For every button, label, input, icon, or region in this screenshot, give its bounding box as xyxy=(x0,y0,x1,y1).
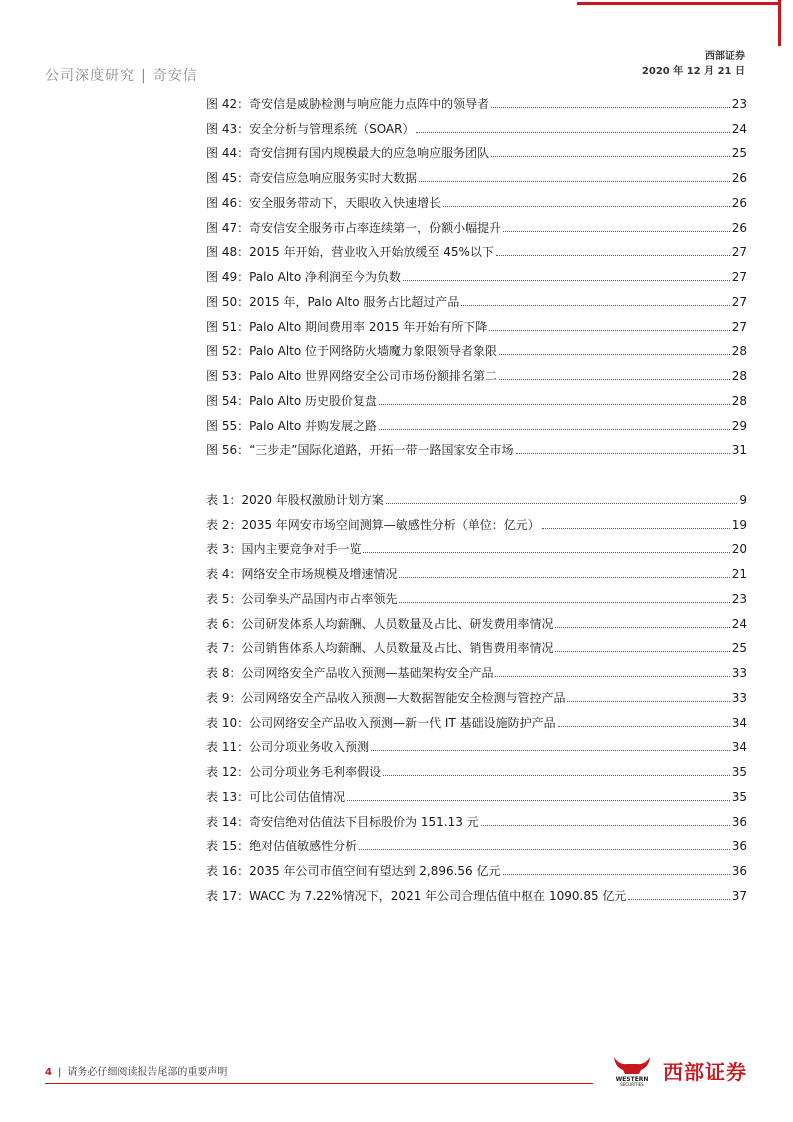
toc-entry-title: 图 43：安全分析与管理系统（SOAR） xyxy=(206,121,415,136)
report-date: 2020 年 12 月 21 日 xyxy=(641,66,745,77)
toc-entry-page: 28 xyxy=(731,344,747,359)
table-toc-entry[interactable] xyxy=(206,659,747,684)
table-toc-entry[interactable] xyxy=(206,560,747,585)
toc-entry-page: 28 xyxy=(731,369,747,383)
corner-accent-horizontal xyxy=(577,2,781,5)
toc-entry-title: 图 44：奇安信拥有国内规模最大的应急响应服务团队 xyxy=(206,146,490,161)
toc-entry-title: 表 2：2035 年网安市场空间测算—敏感性分析（单位：亿元） xyxy=(206,517,540,532)
figure-toc-entry[interactable] xyxy=(206,437,747,462)
toc-entry-page: 26 xyxy=(731,171,747,185)
toc-entry-title: 图 42：奇安信是威胁检测与响应能力点阵中的领导者 xyxy=(206,96,490,111)
toc-entry-page: 34 xyxy=(731,740,747,755)
toc-entry-page: 35 xyxy=(731,765,747,779)
table-list xyxy=(206,486,747,907)
toc-entry-page: 25 xyxy=(731,146,747,161)
logo-text-cn: 西部证券 xyxy=(663,1060,747,1084)
table-toc-entry[interactable] xyxy=(206,635,747,660)
toc-entry-page: 23 xyxy=(731,96,747,111)
toc-entry-page: 28 xyxy=(731,393,747,408)
toc-entry-title: 图 51：Palo Alto 期间费用率 2015 年开始有所下降 xyxy=(206,319,488,334)
dot-leader xyxy=(359,849,730,850)
toc-entry-title: 图 48：2015 年开始，营业收入开始放缓至 45%以下 xyxy=(206,245,494,260)
toc-entry-page: 36 xyxy=(731,814,747,829)
toc-entry-title: 表 3：国内主要竞争对手一览 xyxy=(206,542,362,557)
dot-leader xyxy=(371,750,730,751)
toc-entry-page: 33 xyxy=(731,666,747,680)
dot-leader xyxy=(499,379,730,380)
dot-leader xyxy=(416,132,729,133)
dot-leader xyxy=(503,874,730,875)
table-toc-entry[interactable] xyxy=(206,511,747,536)
toc-entry-title: 表 6：公司研发体系人均薪酬、人员数量及占比、研发费用率情况 xyxy=(206,616,554,631)
figure-toc-entry[interactable] xyxy=(206,412,747,437)
toc-entry-page: 19 xyxy=(731,517,747,532)
dot-leader xyxy=(399,577,729,578)
toc-entry-page: 26 xyxy=(731,220,747,235)
toc-entry-page: 25 xyxy=(731,641,747,656)
toc-entry-title: 表 8：公司网络安全产品收入预测—基础架构安全产品 xyxy=(206,666,494,680)
table-toc-entry[interactable] xyxy=(206,783,747,808)
toc-entry-title: 图 46：安全服务带动下，天眼收入快速增长 xyxy=(206,195,442,210)
toc-entry-page: 27 xyxy=(731,270,747,284)
dot-leader xyxy=(516,453,730,454)
figure-toc-entry[interactable] xyxy=(206,90,747,115)
toc-entry-page: 23 xyxy=(731,591,747,606)
toc-entry-page: 9 xyxy=(739,492,747,507)
corner-accent-vertical xyxy=(778,0,781,46)
figure-list xyxy=(206,90,747,461)
bull-logo-icon xyxy=(605,1053,659,1087)
toc-entry-title: 表 12：公司分项业务毛利率假设 xyxy=(206,765,382,779)
dot-leader xyxy=(379,429,730,430)
toc-entry-page: 33 xyxy=(731,690,747,705)
table-toc-entry[interactable] xyxy=(206,833,747,858)
table-toc-entry[interactable] xyxy=(206,734,747,759)
toc-entry-title: 图 50：2015 年，Palo Alto 服务占比超过产品 xyxy=(206,294,460,309)
toc-entry-page: 21 xyxy=(731,567,747,581)
toc-entry-title: 表 7：公司销售体系人均薪酬、人员数量及占比、销售费用率情况 xyxy=(206,641,554,656)
toc-entry-page: 34 xyxy=(731,715,747,730)
toc-entry-page: 35 xyxy=(731,789,747,804)
figure-toc-entry[interactable] xyxy=(206,164,747,189)
toc-entry-title: 图 45：奇安信应急响应服务实时大数据 xyxy=(206,171,418,185)
dot-leader xyxy=(461,305,729,306)
toc-entry-page: 27 xyxy=(731,294,747,309)
figure-toc-entry[interactable] xyxy=(206,338,747,363)
figure-toc-entry[interactable] xyxy=(206,239,747,264)
dot-leader xyxy=(567,701,729,702)
dot-leader xyxy=(499,354,730,355)
dot-leader xyxy=(628,899,729,900)
dot-leader xyxy=(363,552,729,553)
toc-entry-page: 31 xyxy=(731,443,747,458)
toc-entry-title: 表 11：公司分项业务收入预测 xyxy=(206,740,370,755)
dot-leader xyxy=(386,503,738,504)
toc-entry-title: 表 4：网络安全市场规模及增速情况 xyxy=(206,567,398,581)
table-toc-entry[interactable] xyxy=(206,585,747,610)
page-footer xyxy=(45,1063,227,1078)
toc-entry-title: 表 17：WACC 为 7.22%情况下，2021 年公司合理估值中枢在 1090.85 亿元 xyxy=(206,888,627,903)
dot-leader xyxy=(503,231,730,232)
toc-entry-page: 24 xyxy=(731,121,747,136)
table-toc-entry[interactable] xyxy=(206,808,747,833)
toc-entry-title: 图 52：Palo Alto 位于网络防火墙魔力象限领导者象限 xyxy=(206,344,498,359)
figure-toc-entry[interactable] xyxy=(206,387,747,412)
dot-leader xyxy=(481,825,730,826)
toc-entry-page: 20 xyxy=(731,542,747,557)
dot-leader xyxy=(383,775,730,776)
figure-toc-entry[interactable] xyxy=(206,288,747,313)
toc-entry-title: 图 56：“三步走”国际化道路，开拓一带一路国家安全市场 xyxy=(206,443,514,458)
toc-entry-page: 36 xyxy=(731,839,747,854)
footer-rule xyxy=(45,1083,593,1084)
toc-entry-page: 29 xyxy=(731,418,747,433)
table-toc-entry[interactable] xyxy=(206,758,747,783)
logo-text-en-1: WESTERN xyxy=(615,1076,649,1083)
logo-text-en-2: SECURITIES xyxy=(620,1082,644,1087)
dot-leader xyxy=(555,651,729,652)
toc-entry-title: 图 49：Palo Alto 净利润至今为负数 xyxy=(206,270,402,284)
toc-entry-title: 表 16：2035 年公司市值空间有望达到 2,896.56 亿元 xyxy=(206,864,501,878)
dot-leader xyxy=(496,255,730,256)
western-securities-logo xyxy=(605,1053,755,1087)
dot-leader xyxy=(495,676,729,677)
table-toc-entry[interactable] xyxy=(206,486,747,511)
table-toc-entry[interactable] xyxy=(206,536,747,561)
figure-toc-entry[interactable] xyxy=(206,313,747,338)
dot-leader xyxy=(419,181,730,182)
dot-leader xyxy=(542,528,730,529)
dot-leader xyxy=(558,726,730,727)
publisher-block xyxy=(642,50,745,79)
toc-entry-title: 表 1：2020 年股权激励计划方案 xyxy=(206,492,384,507)
toc-entry-page: 37 xyxy=(731,888,747,903)
figure-toc-entry[interactable] xyxy=(206,214,747,239)
toc-entry-title: 图 47：奇安信安全服务市占率连续第一，份额小幅提升 xyxy=(206,220,502,235)
dot-leader xyxy=(403,280,730,281)
dot-leader xyxy=(347,800,730,801)
toc-entry-page: 26 xyxy=(731,195,747,210)
toc-entry-title: 图 54：Palo Alto 历史股价复盘 xyxy=(206,393,378,408)
report-header xyxy=(45,65,198,85)
toc-entry-title: 表 9：公司网络安全产品收入预测—大数据智能安全检测与管控产品 xyxy=(206,690,566,705)
figure-toc-entry[interactable] xyxy=(206,115,747,140)
table-toc-entry[interactable] xyxy=(206,610,747,635)
toc-entry-page: 24 xyxy=(731,616,747,631)
toc-entry-title: 图 53：Palo Alto 世界网络安全公司市场份额排名第二 xyxy=(206,369,498,383)
dot-leader xyxy=(379,404,730,405)
figure-toc-entry[interactable] xyxy=(206,189,747,214)
toc-entry-page: 27 xyxy=(731,245,747,260)
figure-toc-entry[interactable] xyxy=(206,362,747,387)
report-type: 公司深度研究 xyxy=(45,68,135,84)
table-toc-entry[interactable] xyxy=(206,882,747,907)
toc-entry-title: 图 55：Palo Alto 并购发展之路 xyxy=(206,418,378,433)
toc-entry-title: 表 5：公司拳头产品国内市占率领先 xyxy=(206,591,398,606)
company-name: 奇安信 xyxy=(152,68,198,84)
toc-entry-title: 表 13：可比公司估值情况 xyxy=(206,789,346,804)
dot-leader xyxy=(399,602,729,603)
table-toc-entry[interactable] xyxy=(206,684,747,709)
dot-leader xyxy=(555,627,729,628)
table-toc-entry[interactable] xyxy=(206,857,747,882)
publisher-name: 西部证券 xyxy=(705,51,745,62)
page-number: 4 xyxy=(45,1067,52,1078)
header-separator: | xyxy=(141,68,147,84)
toc-entry-title: 表 10：公司网络安全产品收入预测—新一代 IT 基础设施防护产品 xyxy=(206,715,556,730)
dot-leader xyxy=(491,156,730,157)
toc-entry-title: 表 15：绝对估值敏感性分析 xyxy=(206,839,358,854)
figure-toc-entry[interactable] xyxy=(206,140,747,165)
footer-separator: | xyxy=(57,1067,62,1078)
toc-entry-page: 36 xyxy=(731,864,747,878)
figure-toc-entry[interactable] xyxy=(206,263,747,288)
toc-entry-title: 表 14：奇安信绝对估值法下目标股价为 151.13 元 xyxy=(206,814,479,829)
disclaimer-text: 请务必仔细阅读报告尾部的重要声明 xyxy=(67,1067,228,1078)
table-toc-entry[interactable] xyxy=(206,709,747,734)
toc-entry-page: 27 xyxy=(731,319,747,334)
dot-leader xyxy=(443,206,730,207)
dot-leader xyxy=(489,330,730,331)
dot-leader xyxy=(491,107,730,108)
